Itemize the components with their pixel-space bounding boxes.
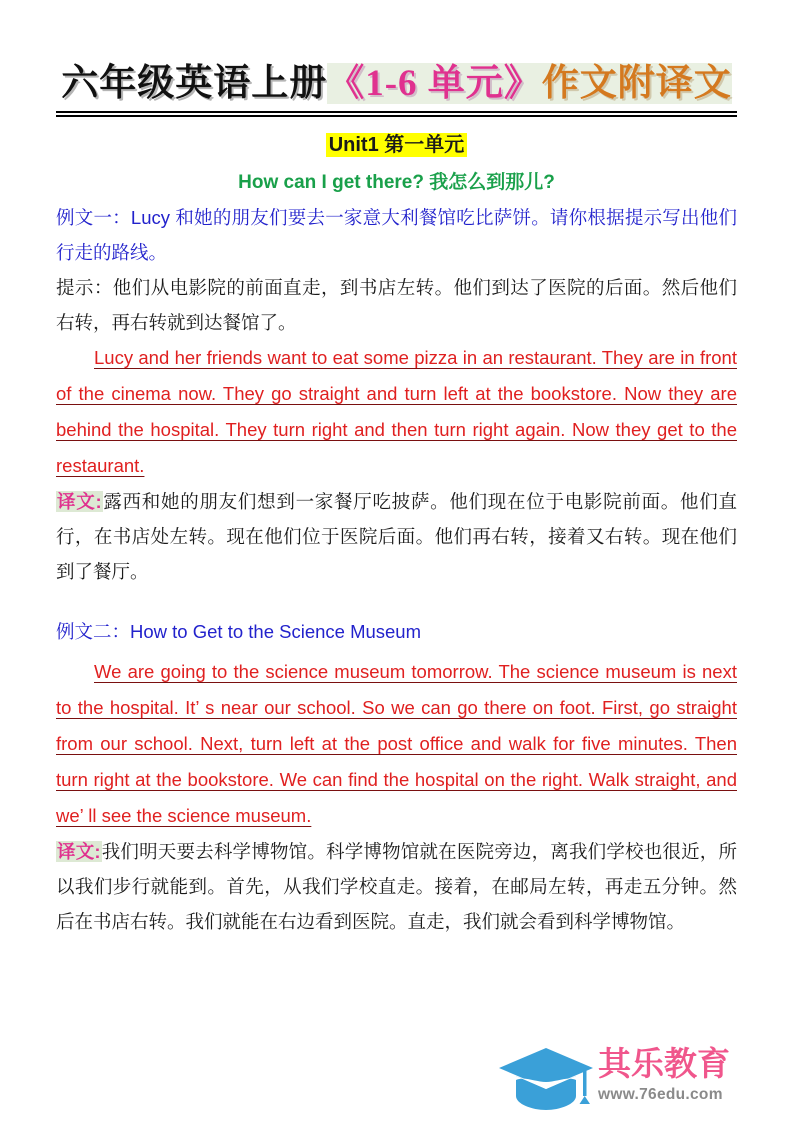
- site-logo: [498, 1042, 763, 1118]
- title-divider-rule: [56, 111, 737, 117]
- title-segment-black: 六年级英语上册: [61, 63, 328, 104]
- title-segment-unit-range: 《1-6 单元》: [327, 63, 542, 104]
- example2-heading-cn: 例文二：: [56, 620, 131, 642]
- document-title: [56, 62, 737, 106]
- example1-essay-text: Lucy and her friends want to eat some pizza in an restaurant. They are in front of the cinema now. They go straight and turn left at the bookstore. Now they are behind the hospital. They turn right and then turn right again. Now they get to the restaurant.: [56, 346, 737, 476]
- title-segment-subject: 作文附译文: [541, 63, 732, 104]
- example2-translation: [56, 834, 737, 939]
- example1-essay: [56, 340, 737, 484]
- logo-brand-name: 其乐教育: [598, 1045, 730, 1082]
- translation-label-2: 译文:: [57, 840, 101, 862]
- unit-heading-label: Unit1 第一单元: [326, 133, 468, 157]
- example1-translation: [56, 484, 737, 589]
- example2-heading: [56, 615, 737, 649]
- example2-essay-text: We are going to the science museum tomorrow. The science museum is next to the hospital. It’ s near our school. So we can go there on foot. First, go straight from our school. Next, turn left at the post office and walk for five minutes. Then turn right at the bookstore. We can find the hospital on the right. Walk straight, and we’ ll see the science museum.: [56, 660, 737, 826]
- example1-prompt: 例文一：Lucy 和她的朋友们要去一家意大利餐馆吃比萨饼。请你根据提示写出他们行走的路线。: [56, 206, 737, 263]
- example2-heading-en: How to Get to the Science Museum: [130, 620, 422, 642]
- translation-label: 译文:: [57, 490, 102, 512]
- example2-essay: [56, 654, 737, 834]
- logo-website-url: www.76edu.com: [598, 1086, 723, 1103]
- example1-hint: 提示：他们从电影院的前面直走，到书店左转。他们到达了医院的后面。然后他们右转，再右转就到达餐馆了。: [56, 276, 737, 333]
- unit-heading: [56, 128, 737, 157]
- example1-translation-text: 露西和她的朋友们想到一家餐厅吃披萨。他们现在位于电影院前面。他们直行，在书店处左转。现在他们位于医院后面。他们再右转，接着又右转。现在他们到了餐厅。: [56, 490, 737, 582]
- example2-translation-text: 我们明天要去科学博物馆。科学博物馆就在医院旁边，离我们学校也很近，所以我们步行就能到。首先，从我们学校直走。接着，在邮局左转，再走五分钟。然后在书店右转。我们就能在右边看到医院。直走，我们就会看到科学博物馆。: [56, 840, 737, 932]
- logo-text: [598, 1044, 768, 1104]
- graduation-cap-icon: [498, 1046, 594, 1114]
- lesson-title: How can I get there? 我怎么到那儿?: [238, 171, 555, 193]
